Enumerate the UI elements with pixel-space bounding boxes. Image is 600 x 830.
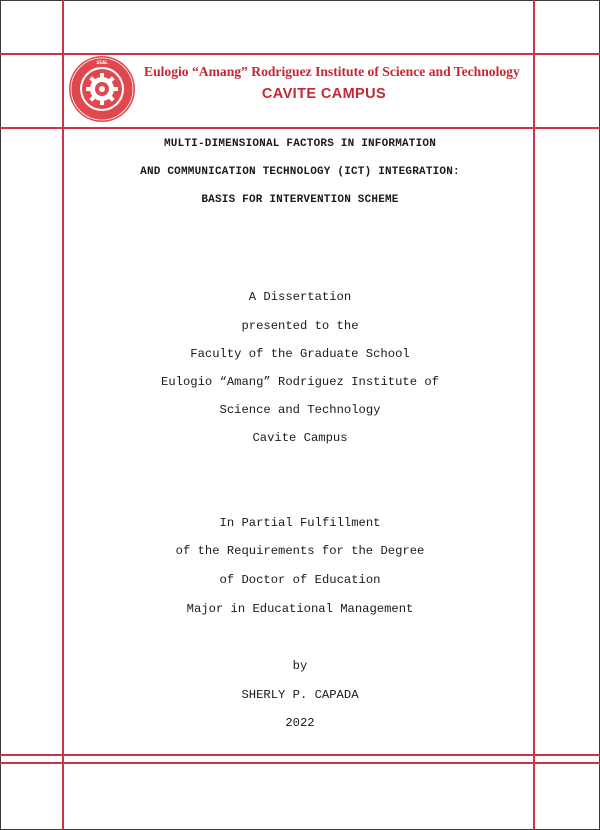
header-bottom-rule — [0, 127, 600, 129]
institution-line: Eulogio “Amang” Rodriguez Institute of — [161, 375, 439, 389]
science-tech-line: Science and Technology — [219, 403, 381, 417]
partial-fulfillment-line: In Partial Fulfillment — [219, 516, 381, 530]
major-line: Major in Educational Management — [186, 602, 414, 616]
thesis-title-line-3: BASIS FOR INTERVENTION SCHEME — [201, 194, 399, 206]
requirements-line: of the Requirements for the Degree — [175, 544, 425, 558]
dissertation-label: A Dissertation — [248, 290, 352, 304]
svg-text:SEAL: SEAL — [96, 60, 108, 65]
bottom-rule-2 — [0, 762, 600, 764]
thesis-title-line-2: AND COMMUNICATION TECHNOLOGY (ICT) INTEGRATION: — [140, 166, 460, 178]
bottom-rule-1 — [0, 754, 600, 756]
year: 2022 — [285, 716, 315, 730]
faculty-line: Faculty of the Graduate School — [190, 347, 410, 361]
thesis-title-line-1: MULTI-DIMENSIONAL FACTORS IN INFORMATION — [163, 138, 437, 150]
institution-seal-icon — [68, 55, 136, 123]
degree-line: of Doctor of Education — [219, 573, 381, 587]
author-name: SHERLY P. CAPADA — [241, 688, 359, 702]
campus-line: Cavite Campus — [252, 431, 348, 445]
institution-name: Eulogio “Amang” Rodriguez Institute of Science and Technology — [144, 64, 520, 79]
by-label: by — [292, 659, 308, 673]
campus-name: CAVITE CAMPUS — [261, 86, 387, 102]
presented-to-line: presented to the — [241, 319, 359, 333]
